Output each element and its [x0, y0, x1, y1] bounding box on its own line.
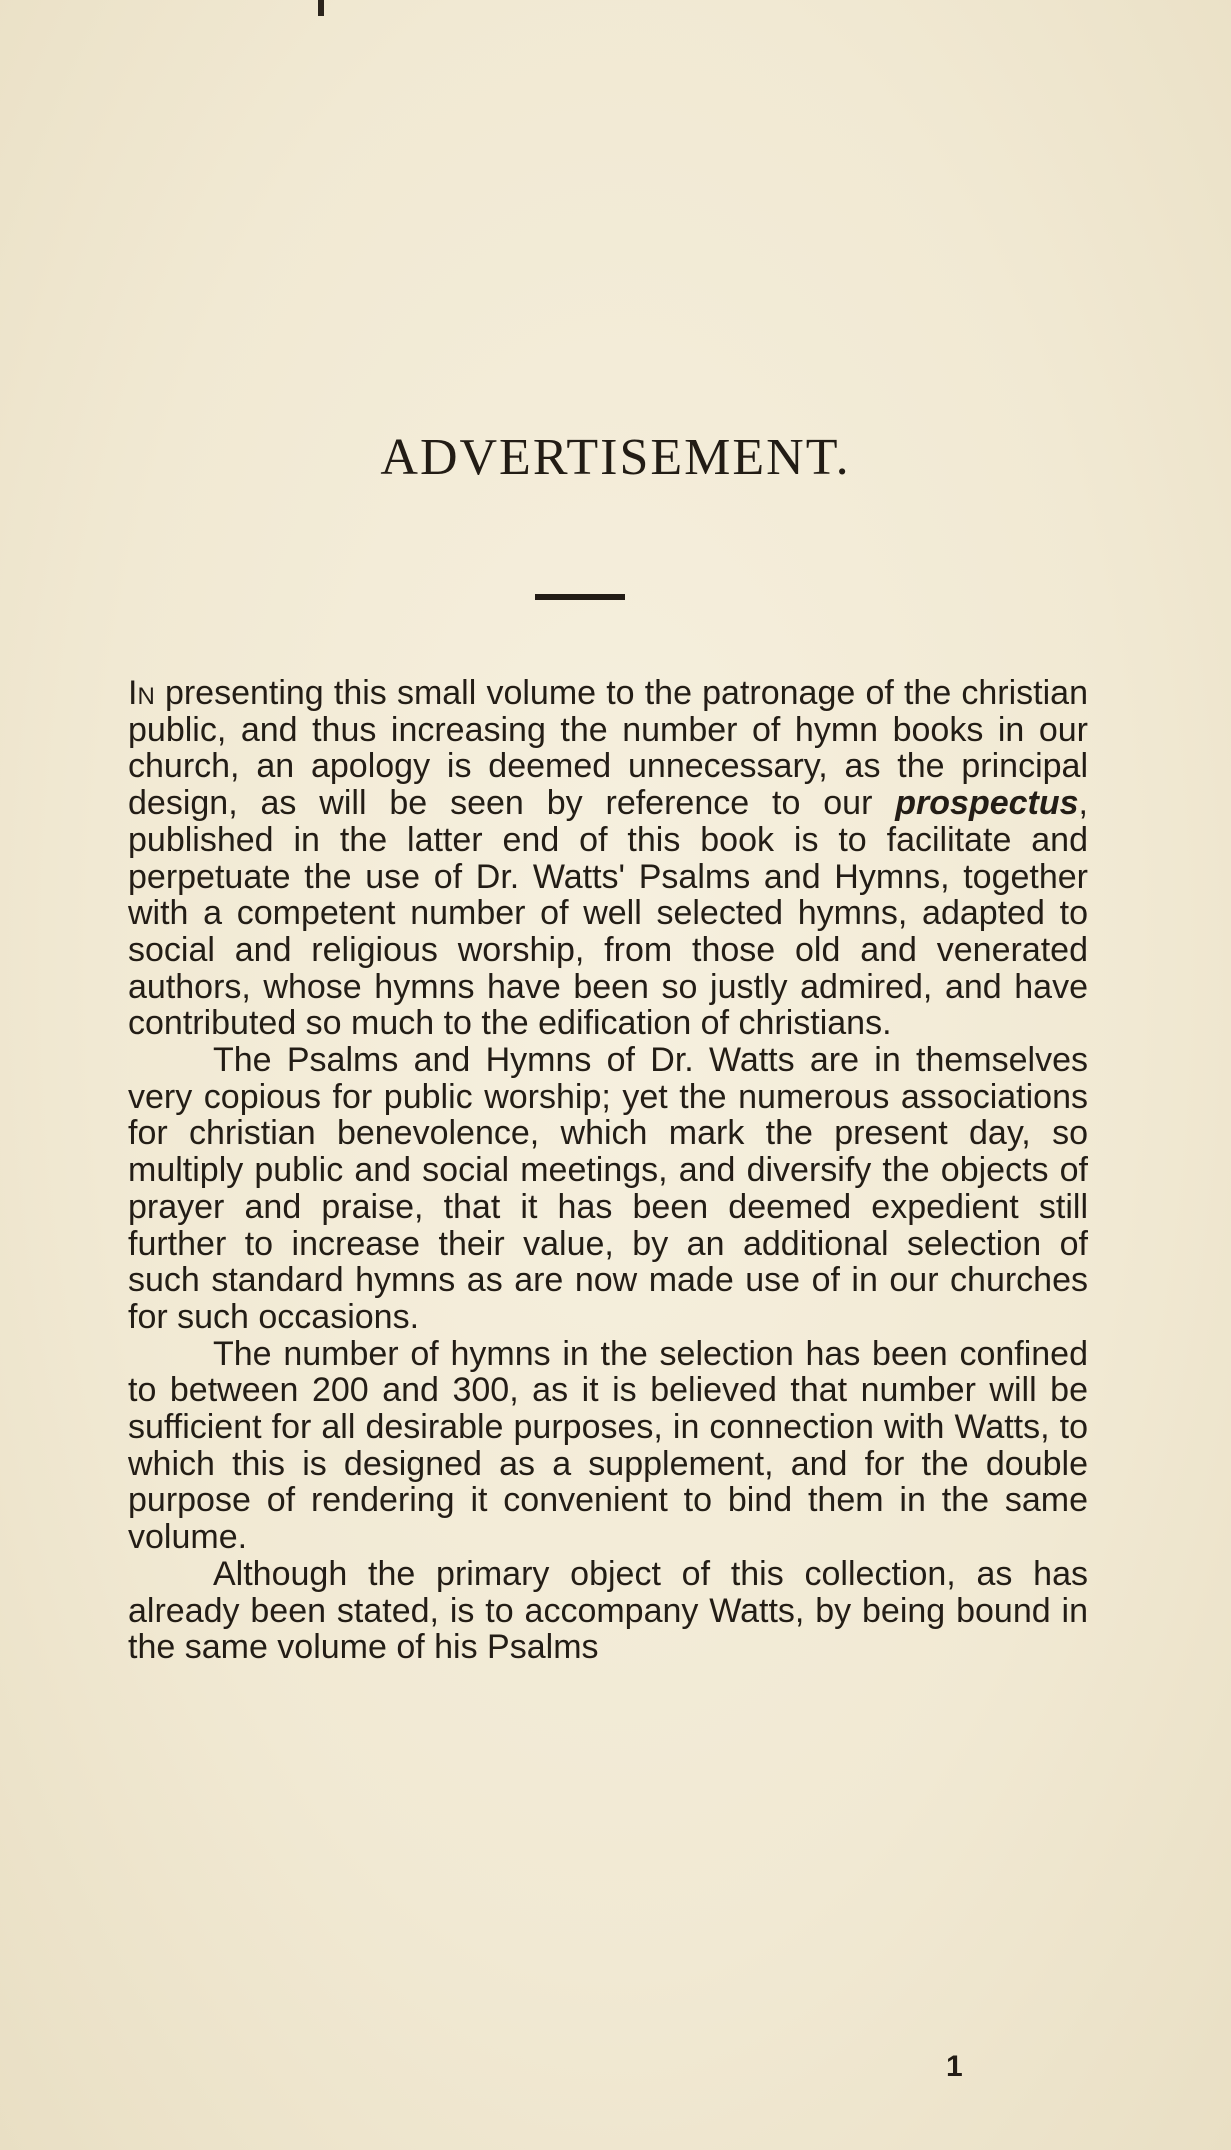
- paragraph-1-text-before: presenting this small volume to the patronage of the christian public, and thus increasing the number of hymn books in our church, an apology is deemed unnecessary, as the principal design, as will be seen by reference to our: [128, 674, 1088, 823]
- paragraph-4: Although the primary object of this collection, as has already been stated, is to accompany Watts, by being bound in the same volume of his Psalms: [128, 1554, 1088, 1667]
- paragraph-1-text-after: , published in the latter end of this book is to facilitate and perpetuate the use of Dr. Watts' Psalms and Hymns, together with a competent number of well selected hymns, adapted to social and religious worship, from those old and venerated authors, whose hymns have been so justly admired, and have contributed so much to the edification of christians.: [128, 784, 1088, 1043]
- paragraph-1-dropcap: In: [128, 674, 155, 712]
- paragraph-2: The Psalms and Hymns of Dr. Watts are in themselves very copious for public worship; yet the numerous associations for christian benevolence, which mark the present day, so multiply public and social meetings, and diversify the objects of prayer and praise, that it has been deemed expedient still further to increase their value, by an additional selection of such standard hymns as are now made use of in our churches for such occasions.: [128, 1041, 1088, 1336]
- signature-mark: 1: [946, 2050, 963, 2083]
- title-rule-divider: [535, 594, 625, 600]
- top-edge-mark: [318, 0, 324, 16]
- paragraph-3: The number of hymns in the selection has been confined to between 200 and 300, as it is believed that number will be sufficient for all desirable purposes, in connection with Watts, to which this is designed as a supplement, and for the double purpose of rendering it convenient to bind them in the same volume.: [128, 1334, 1088, 1557]
- paragraph-1-emphasis: prospectus: [895, 784, 1079, 823]
- page-title: ADVERTISEMENT.: [380, 429, 851, 486]
- body-text: [128, 675, 1088, 1666]
- paragraph-1: [128, 675, 1088, 1042]
